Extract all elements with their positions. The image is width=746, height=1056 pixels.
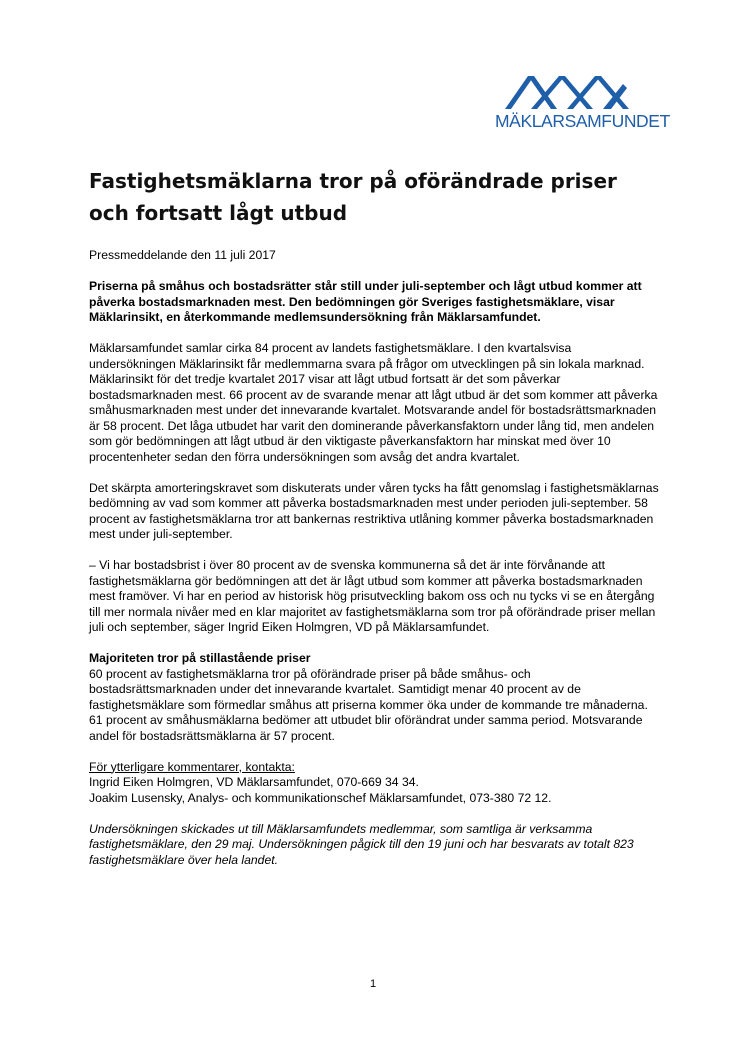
page-title: Fastighetsmäklarna tror på oförändrade priser och fortsatt lågt utbud [89,169,617,225]
paragraph-3: – Vi har bostadsbrist i över 80 procent av de svenska kommunerna så det är inte förvånande att fastighetsmäklarna gör bedömningen att det är lågt utbud som kommer att påverka bostadsmarknaden mest framöver. Vi har en period av historisk hög prisutveckling bakom oss och nu tycks vi se en återgång till mer normala nivåer med en klar majoritet av fastighetsmäklarna som tror på oförändrade priser mellan juli och september, säger Ingrid Eiken Holmgren, VD på Mäklarsamfundet. [89,558,656,634]
logo-mountains-icon [495,70,645,112]
paragraph-4: 60 procent av fastighetsmäklarna tror på oförändrade priser på både småhus- och bostadsrättsmarknaden under det innevarande kvartalet. Samtidigt menar 40 procent av de fastighetsmäklare som förmedlar småhus att priserna kommer öka under de kommande tre månaderna. 61 procent av småhusmäklarna bedömer att utbudet blir oförändrat under samma period. Motsvarande andel för bostadsrättsmäklarna är 57 procent. [89,666,648,743]
document-body [89,248,661,884]
contact-block [89,760,661,807]
contact-person-1: Ingrid Eiken Holmgren, VD Mäklarsamfundet, 070-669 34 34. [89,775,419,789]
paragraph-2: Det skärpta amorteringskravet som diskuterats under våren tycks ha fått genomslag i fastighetsmäklarnas bedömning av vad som kommer att påverka bostadsmarknaden mest under perioden juli-september. 58 procent av fastighetsmäklarna tror att bankernas restriktiva utlåning kommer påverka bostadsmarknaden mest under juli-september. [89,480,659,541]
contact-person-2: Joakim Lusensky, Analys- och kommunikationschef Mäklarsamfundet, 073-380 72 12. [89,790,552,805]
maklarsamfundet-logo [495,70,670,134]
lead-paragraph: Priserna på småhus och bostadsrätter står still under juli-september och lågt utbud kommer att påverka bostadsmarknaden mest. Den bedömningen gör Sveriges fastighetsmäklare, visar Mäklarinsikt, en återkommande medlemsundersökning från Mäklarsamfundet. [89,279,642,324]
footnote: Undersökningen skickades ut till Mäklarsamfundets medlemmar, som samtliga är verksamma fastighetsmäklare, den 29 maj. Undersökningen pågick till den 19 juni och har besvarats av totalt 823 fastighetsmäklare över hela landet. [89,821,634,867]
date-line: Pressmeddelande den 11 juli 2017 [89,248,276,262]
contact-heading: För ytterligare kommentarer, kontakta: [89,759,295,774]
section-heading: Majoriteten tror på stillastående priser [89,651,311,665]
section-block [89,651,661,744]
paragraph-1: Mäklarsamfundet samlar cirka 84 procent av landets fastighetsmäklare. I den kvartalsvisa undersökningen Mäklarinsikt får medlemmarna svara på frågor om utvecklingen på sin lokala marknad. Mäklarinsikt för det tredje kvartalet 2017 visar att lågt utbud fortsatt är det som påverkar bostadsmarknaden mest. 66 procent av de svarande menar att lågt utbud är det som kommer att påverka småhusmarknaden mest under det innevarande kvartalet. Motsvarande andel för bostadsrättsmarknaden är 58 procent. Det låga utbudet har varit den dominerande påverkansfaktorn under lång tid, men andelen som gör bedömningen att lågt utbud är den viktigaste påverkansfaktorn har minskat med över 10 procentenheter sedan den förra undersökningen som avsåg det andra kvartalet. [89,341,658,464]
page-number: 1 [369,978,377,990]
logo-text: MÄKLARSAMFUNDET [495,111,670,131]
